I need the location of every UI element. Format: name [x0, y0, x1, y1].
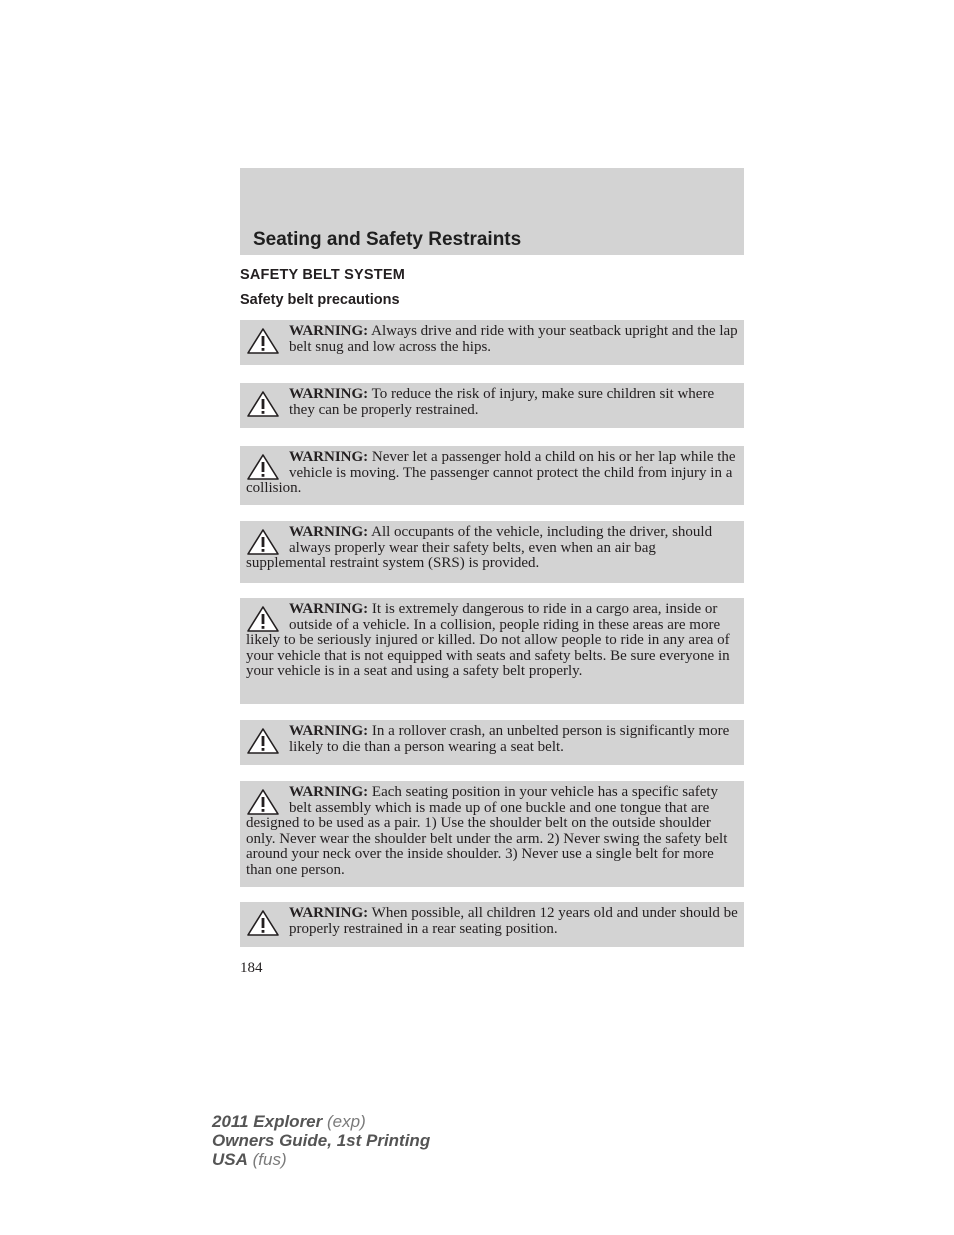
footer-line-2 [212, 1131, 430, 1150]
warning-box-3 [240, 446, 744, 505]
footer-line-3 [212, 1150, 430, 1169]
footer-model-code: (exp) [327, 1112, 366, 1131]
warning-text: Never let a passenger hold a child on his or her lap while the vehicle is moving. The passenger cannot protect the child from injury in a collision. [246, 449, 736, 496]
footer-model: 2011 Explorer [212, 1112, 323, 1131]
warning-triangle-icon [246, 390, 280, 418]
warning-text: To reduce the risk of injury, make sure children sit where they can be properly restrained. [289, 386, 715, 418]
warning-text: In a rollover crash, an unbelted person is significantly more likely to die than a person wearing a seat belt. [289, 723, 730, 755]
warning-box-1 [240, 320, 744, 365]
warning-text: All occupants of the vehicle, including the driver, should always properly wear their safety belts, even when an air bag supplemental restraint system (SRS) is provided. [246, 524, 713, 571]
warning-box-8 [240, 902, 744, 947]
warning-label: WARNING: [289, 386, 369, 402]
footer-line-1 [212, 1112, 430, 1131]
warning-box-6 [240, 720, 744, 765]
footer-region: USA [212, 1150, 248, 1169]
section-title: SAFETY BELT SYSTEM [240, 267, 405, 283]
warning-triangle-icon [246, 327, 280, 355]
warning-triangle-icon [246, 605, 280, 633]
section-header-band [240, 168, 744, 255]
footer-region-code: (fus) [252, 1150, 287, 1169]
warning-label: WARNING: [289, 723, 369, 739]
warning-triangle-icon [246, 453, 280, 481]
warning-triangle-icon [246, 727, 280, 755]
page-number: 184 [240, 960, 263, 976]
warning-text: When possible, all children 12 years old and under should be properly restrained in a rear seating position. [289, 905, 738, 937]
warning-label: WARNING: [289, 784, 369, 800]
warning-box-5 [240, 598, 744, 704]
warning-box-2 [240, 383, 744, 428]
warning-label: WARNING: [289, 449, 369, 465]
warning-box-7 [240, 781, 744, 887]
document-footer [212, 1112, 430, 1169]
warning-triangle-icon [246, 909, 280, 937]
subsection-title: Safety belt precautions [240, 292, 400, 308]
warning-text: Always drive and ride with your seatback upright and the lap belt snug and low across the hips. [289, 323, 738, 355]
warning-label: WARNING: [289, 323, 369, 339]
chapter-title: Seating and Safety Restraints [253, 229, 522, 250]
footer-printing: Owners Guide, 1st Printing [212, 1131, 431, 1150]
warning-text: It is extremely dangerous to ride in a cargo area, inside or outside of a vehicle. In a collision, people riding in these areas are more likely to be seriously injured or killed. Do not allow people to ride in any area of your vehicle that is not equipped with seats and safety belts. Be sure everyone in your vehicle is in a seat and using a safety belt properly. [246, 601, 730, 679]
warning-label: WARNING: [289, 905, 369, 921]
warning-text: Each seating position in your vehicle has a specific safety belt assembly which is made up of one buckle and one tongue that are designed to be used as a pair. 1) Use the shoulder belt on the outside shoulder only. Never wear the shoulder belt under the arm. 2) Never swing the safety belt around your neck over the inside shoulder. 3) Never use a single belt for more than one person. [246, 784, 728, 878]
warning-label: WARNING: [289, 524, 369, 540]
warning-triangle-icon [246, 788, 280, 816]
warning-box-4 [240, 521, 744, 583]
warning-triangle-icon [246, 528, 280, 556]
warning-label: WARNING: [289, 601, 369, 617]
